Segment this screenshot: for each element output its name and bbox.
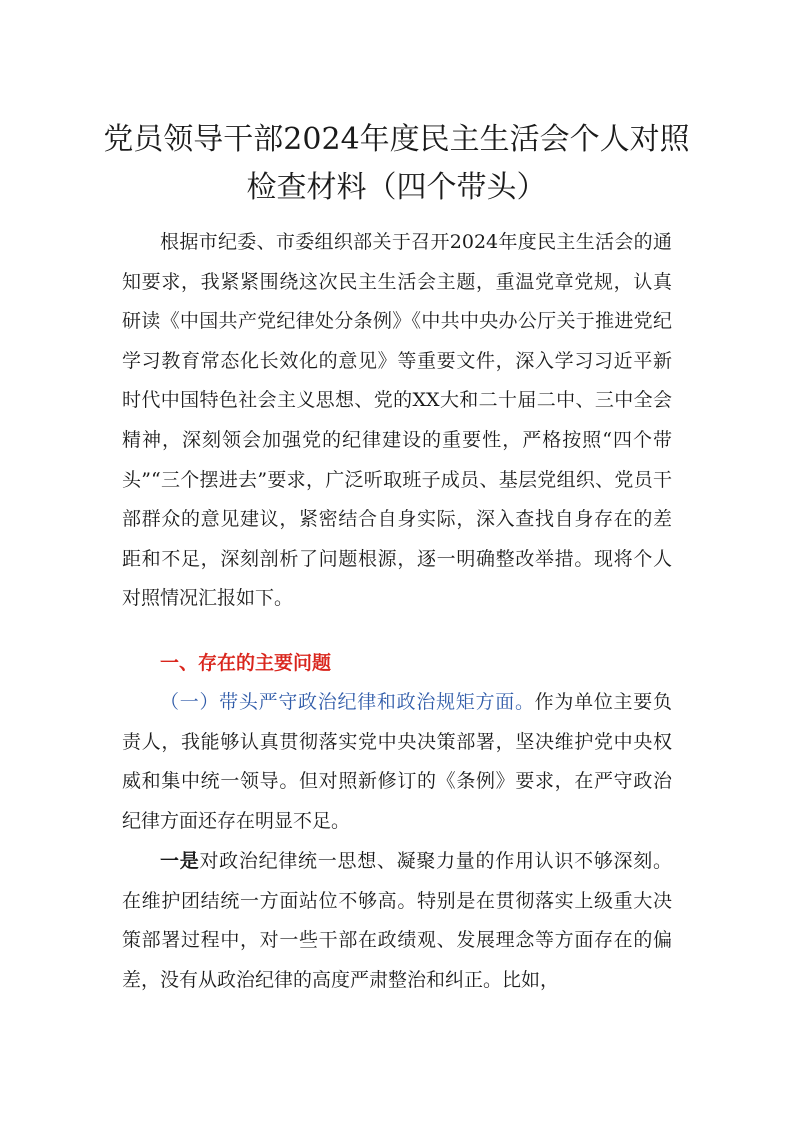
document-title: 党员领导干部2024年度民主生活会个人对照检查材料（四个带头） xyxy=(103,122,690,205)
section1-text: 作为单位主要负责人，我能够认真贯彻落实党中央决策部署，坚决维护党中央权威和集中统一领导。但对照新修订的《条例》要求，在严守政治纪律方面还存在明显不足。 xyxy=(122,691,672,832)
intro-paragraph: 根据市纪委、市委组织部关于召开2024年度民主生活会的通知要求，我紧紧围绕这次民主生活会主题，重温党章党规，认真研读《中国共产党纪律处分条例》《中共中央办公厅关于推进党纪学习教育常态化长效化的意见》等重要文件，深入学习习近平新时代中国特色社会主义思想、党的XX大和二十届二中、三中全会精神，深刻领会加强党的纪律建设的重要性，严格按照“四个带头”“三个摆进去”要求，广泛听取班子成员、基层党组织、党员干部群众的意见建议，紧密结合自身实际，深入查找自身存在的差距和不足，深刻剖析了问题根源，逐一明确整改举措。现将个人对照情况汇报如下。 xyxy=(122,231,672,610)
point1-paragraph xyxy=(122,842,672,1000)
point1-lead: 一是 xyxy=(160,850,200,872)
point1-text: 对政治纪律统一思想、凝聚力量的作用认识不够深刻。在维护团结统一方面站位不够高。特别是在贯彻落实上级重大决策部署过程中，对一些干部在政绩观、发展理念等方面存在的偏差，没有从政治纪律的高度严肃整治和纠正。比如， xyxy=(122,850,672,991)
section1-paragraph xyxy=(122,683,672,841)
subsection-heading-political-discipline: （一）带头严守政治纪律和政治规矩方面。 xyxy=(160,691,535,713)
section-heading-main-problems: 一、存在的主要问题 xyxy=(160,652,332,674)
